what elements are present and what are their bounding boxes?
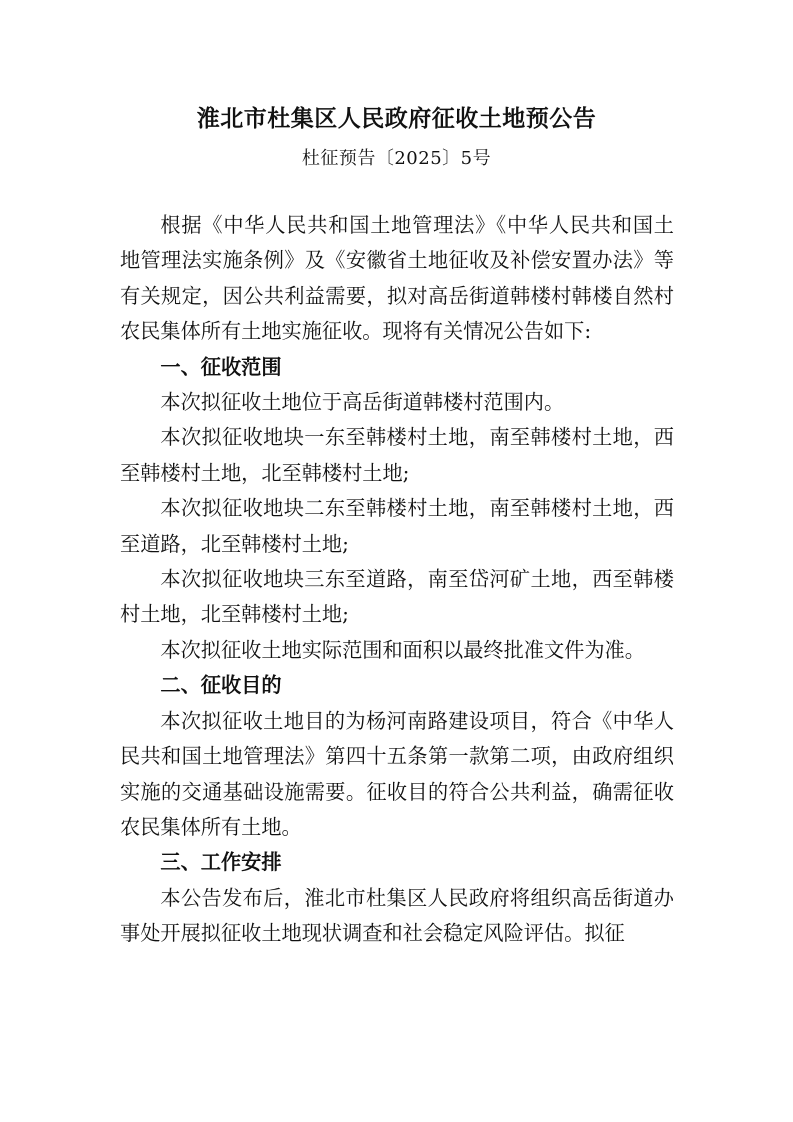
section-heading-purpose: 二、征收目的	[160, 673, 282, 698]
section-heading-scope: 一、征收范围	[160, 354, 282, 379]
scope-paragraph: 本次拟征收土地位于高岳街道韩楼村范围内。	[160, 390, 565, 415]
section-heading-arrangement: 三、工作安排	[160, 850, 282, 875]
scope-paragraph: 本次拟征收地块三东至道路，南至岱河矿土地，西至韩楼村土地，北至韩楼村土地;	[120, 567, 674, 627]
document-number: 杜征预告〔2025〕5号	[301, 148, 492, 169]
document-title: 淮北市杜集区人民政府征收土地预公告	[196, 106, 597, 132]
intro-paragraph: 根据《中华人民共和国土地管理法》《中华人民共和国土地管理法实施条例》及《安徽省土地征收及补偿安置办法》等有关规定，因公共利益需要，拟对高岳街道韩楼村韩楼自然村农民集体所有土地实施征收。现将有关情况公告如下:	[120, 213, 674, 344]
scope-paragraph: 本次拟征收土地实际范围和面积以最终批准文件为准。	[160, 637, 645, 662]
document-body	[120, 208, 674, 952]
scope-paragraph: 本次拟征收地块一东至韩楼村土地，南至韩楼村土地，西至韩楼村土地，北至韩楼村土地;	[120, 425, 674, 485]
purpose-paragraph: 本次拟征收土地目的为杨河南路建设项目，符合《中华人民共和国土地管理法》第四十五条第一款第二项，由政府组织实施的交通基础设施需要。征收目的符合公共利益，确需征收农民集体所有土地。	[120, 708, 674, 839]
scope-paragraph: 本次拟征收地块二东至韩楼村土地，南至韩楼村土地，西至道路，北至韩楼村土地;	[120, 496, 674, 556]
arrangement-paragraph: 本公告发布后，淮北市杜集区人民政府将组织高岳街道办事处开展拟征收土地现状调查和社会稳定风险评估。拟征	[120, 885, 674, 946]
